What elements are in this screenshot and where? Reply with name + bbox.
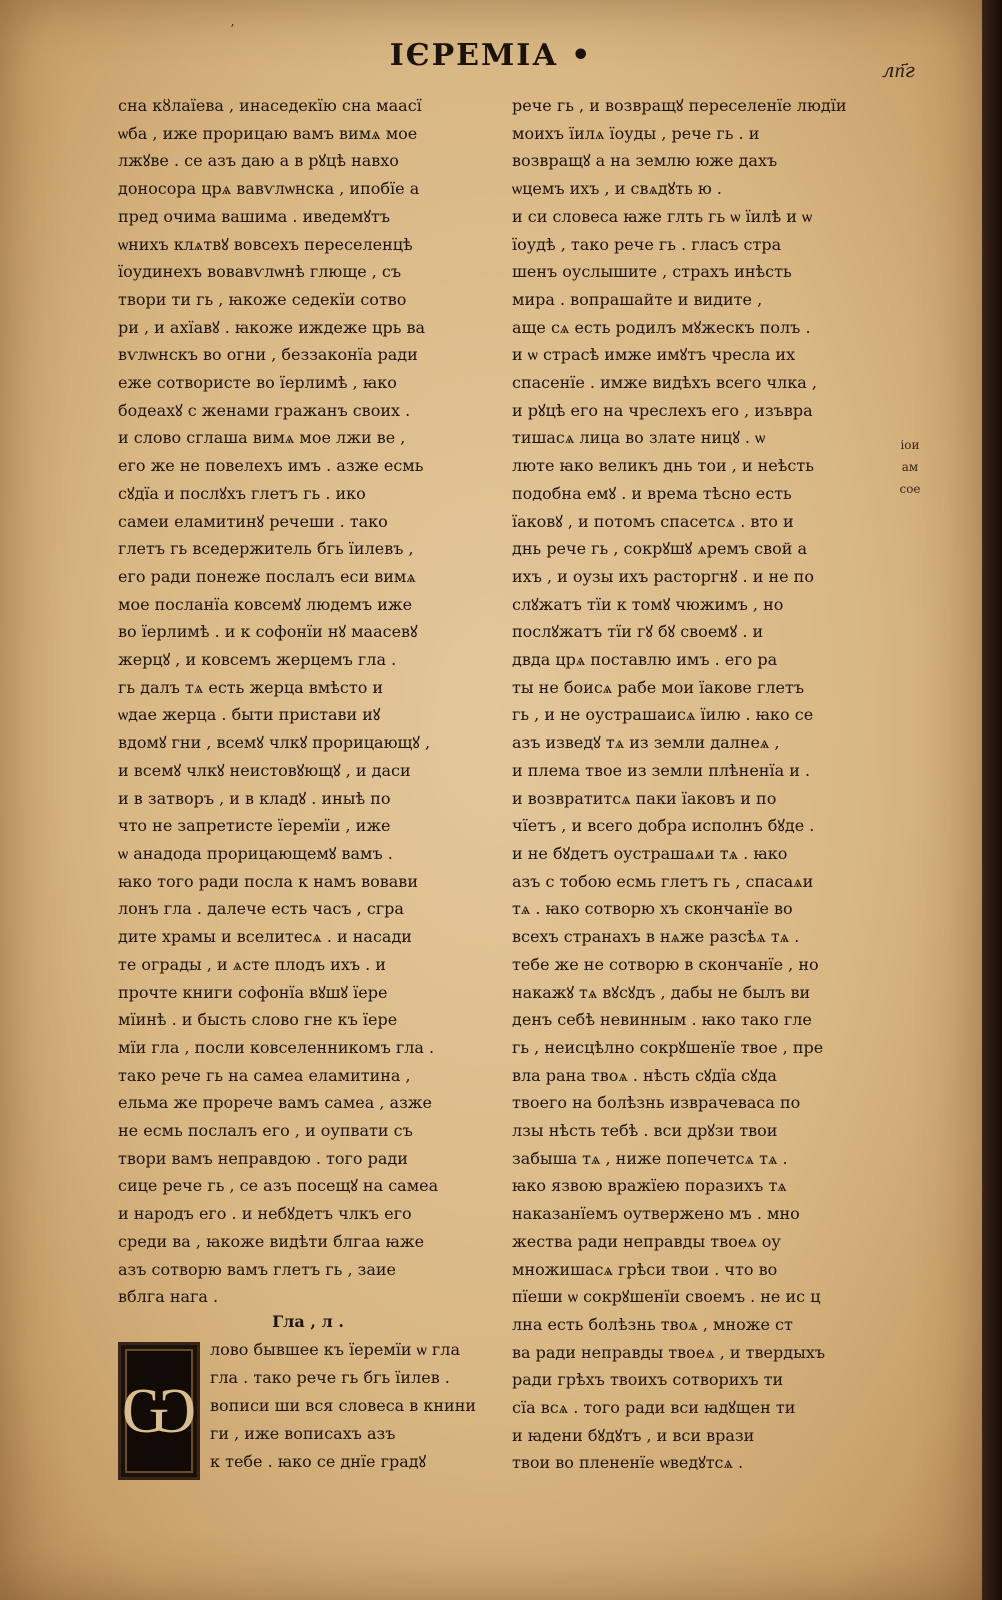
text-line: всехъ странахъ в нѧже разсѣѧ тѧ . [512, 927, 800, 947]
text-line: ги , иже вописахъ азъ [210, 1424, 396, 1443]
text-line: їоудѣ , тако рече гь . гласъ стра [512, 234, 782, 254]
text-line: слꙋжатъ тїи к томꙋ чюжимъ , но [512, 594, 784, 614]
text-line: тѧ . ꙗко сотворю хъ скончанїе во [512, 899, 793, 919]
text-line: люте ꙗко великъ днь тои , и неѣсть [512, 456, 814, 476]
text-line: їоудинехъ вовавѵлѡнѣ глюще , съ [118, 262, 402, 282]
text-line: сꙋдїа и послꙋхъ глетъ гь . ико [118, 483, 366, 503]
text-line: ельма же прорече вамъ самеа , азже [118, 1093, 432, 1113]
text-line: ѡ анадода прорицающемꙋ вамъ . [118, 843, 393, 863]
text-line: и плема твое из земли плѣненїа и . [512, 760, 811, 780]
text-line: азъ с тобою есмь глетъ гь , спасаѧи [512, 871, 814, 891]
text-line: жерцꙋ , и ковсемъ жерцемъ гла . [118, 650, 397, 670]
text-line: возвращꙋ а на землю юже дахъ [512, 151, 778, 171]
text-line: ри , и ахїавꙋ . ꙗкоже иждеже црь ва [118, 317, 426, 337]
text-line: ꙗко язвою вражїею поразихъ тѧ [512, 1176, 787, 1196]
text-line: жества ради неправды твоеѧ оу [512, 1231, 781, 1251]
text-line: не есмь послалъ его , и оупвати съ [118, 1121, 413, 1141]
text-line: и слово сглаша вимѧ мое лжи ве , [118, 428, 406, 448]
text-line: во їерлимѣ . и к софонїи нꙋ маасевꙋ [118, 622, 418, 642]
text-line: ва ради неправды твоеѧ , и твердыхъ [512, 1342, 826, 1362]
text-line: твори ти гь , ꙗкоже седекїи сотво [118, 289, 407, 309]
text-line: спасенїе . имже видѣхъ всего члка , [512, 373, 817, 393]
text-line: шенъ оуслышите , страхъ инѣсть [512, 262, 792, 282]
text-line: їаковꙋ , и потомъ спасетсѧ . вто и [512, 511, 794, 531]
text-line: накажꙋ тѧ вꙋсꙋдъ , дабы не былъ ви [512, 982, 811, 1002]
text-line: подобна емꙋ . и врема тѣсно есть [512, 483, 792, 503]
text-line: мое посланїа ковсемꙋ людемъ иже [118, 594, 413, 614]
text-line: и си словеса ꙗже глть гь ѡ їилѣ и ѡ [512, 206, 813, 226]
text-line: лово бывшее къ їеремїи ѡ гла [210, 1340, 460, 1359]
text-line: денъ себѣ невинным . ꙗко тако гле [512, 1010, 812, 1030]
text-line: тебе же не сотворю в скончанїе , но [512, 954, 819, 974]
text-line: и народъ его . и небꙋдетъ члкъ его [118, 1204, 412, 1224]
text-line: лна есть болѣзнь твоѧ , множе ст [512, 1314, 793, 1334]
text-line: бодеахꙋ с женами гражанъ своих . [118, 400, 411, 420]
chapter-lines [210, 1336, 476, 1480]
text-line: гла . тако рече гь бгь їилев . [210, 1368, 450, 1387]
text-line: среди ва , ꙗкоже видѣти блгаа ꙗже [118, 1231, 425, 1251]
text-line: послꙋжатъ тїи гꙋ бꙋ своемꙋ . и [512, 622, 764, 642]
text-line: ѡнихъ клѧтвꙋ вовсехъ переселенцѣ [118, 234, 413, 254]
margin-note-line: іои [900, 438, 920, 452]
text-line: мира . вопрашайте и видите , [512, 289, 763, 309]
left-column [118, 92, 498, 1311]
text-line: чїетъ , и всего добра исполнъ бꙋде . [512, 816, 815, 836]
text-line: к тебе . ꙗко се днїе градꙋ [210, 1452, 427, 1471]
text-line: твори вамъ неправдою . того ради [118, 1148, 408, 1168]
text-line: что не запретисте їеремїи , иже [118, 816, 391, 836]
text-line: самеи еламитинꙋ речеши . тако [118, 511, 388, 531]
text-line: сна кȣлаїева , инаседекїю сна маасї [118, 96, 422, 115]
text-line: забыша тѧ , ниже попечетсѧ тѧ . [512, 1148, 788, 1168]
text-line: рече гь , и возвращꙋ переселенїе людїи [512, 96, 847, 115]
margin-note [890, 434, 930, 500]
text-line: аще сѧ есть родилъ мꙋжескъ полъ . [512, 317, 811, 337]
text-line: азъ сотворю вамъ глетъ гь , заие [118, 1259, 397, 1279]
text-line: глетъ гь вседержитель бгь їилевъ , [118, 539, 414, 559]
text-line: прочте книги софонїа вꙋшꙋ їере [118, 982, 388, 1002]
text-line: тако рече гь на самеа еламитина , [118, 1065, 411, 1085]
text-line: мїи гла , посли ковселенникомъ гла . [118, 1037, 435, 1057]
text-line: те ограды , и ѧсте плодъ ихъ . и [118, 954, 386, 974]
text-line: лжꙋве . се азъ даю а в рꙋцѣ навхо [118, 151, 399, 171]
text-line: пред очима вашима . иведемꙋтъ [118, 206, 391, 226]
text-line: вблга нага . [118, 1287, 219, 1307]
page-edge [982, 0, 1002, 1600]
text-line: гь , неисцѣлно сокрꙋшенїе твое , пре [512, 1037, 824, 1057]
margin-note-line: ам [901, 460, 919, 474]
folio-number: лп҃г [882, 58, 915, 82]
right-column [512, 92, 884, 1477]
text-line: еже сотвористе во їерлимѣ , ꙗко [118, 373, 397, 393]
text-line: ѡба , иже прорицаю вамъ вимѧ мое [118, 123, 418, 143]
text-line: и не бꙋдетъ оустрашаѧи тѧ . ꙗко [512, 843, 788, 863]
text-line: и ꙗдени бꙋдꙋтъ , и вси врази [512, 1425, 755, 1445]
text-line: двда црѧ поставлю имъ . его ра [512, 650, 778, 670]
text-line: множишасѧ грѣси твои . что во [512, 1259, 778, 1279]
text-line: вописи ши вся словеса в книни [210, 1396, 477, 1415]
text-line: сїа всѧ . того ради вси ꙗдꙋщен ти [512, 1398, 796, 1418]
text-line: твоего на болѣзнь изврачеваса по [512, 1093, 801, 1113]
ornamental-initial: Ѡ [118, 1342, 200, 1480]
text-line: ради грѣхъ твоихъ сотворихъ ти [512, 1370, 784, 1390]
text-line: днь рече гь , сокрꙋшꙋ ѧремъ свой а [512, 539, 808, 559]
text-line: его ради понеже послалъ еси вимѧ [118, 566, 416, 586]
text-line: и возвратитсѧ паки їаковъ и по [512, 788, 777, 808]
text-line: ѡцемъ ихъ , и свѧдꙋть ю . [512, 179, 722, 199]
text-line: и всемꙋ члкꙋ неистовꙋющꙋ , и даси [118, 760, 411, 780]
text-line: мїинѣ . и бысть слово гне къ їере [118, 1010, 398, 1030]
text-line: вла рана твоѧ . нѣсть сꙋдїа сꙋда [512, 1065, 777, 1085]
text-line: и рꙋцѣ его на чреслехъ его , изъвра [512, 400, 813, 420]
text-line: и ѡ страсѣ имже имꙋтъ чресла их [512, 345, 796, 365]
text-line: вѵлѡнскъ во огни , беззаконїа ради [118, 345, 418, 365]
text-line: моихъ їилѧ їоуды , рече гь . и [512, 123, 760, 143]
text-line: доносора црѧ вавѵлѡнска , ипобїе а [118, 179, 420, 199]
text-line: ѡдае жерца . быти пристави иꙋ [118, 705, 381, 725]
text-line: его же не повелехъ имъ . азже есмь [118, 456, 424, 476]
margin-note-line: сое [899, 482, 921, 496]
text-line: наказанїемъ оутвержено мъ . мно [512, 1204, 800, 1224]
text-line: вдомꙋ гни , всемꙋ члкꙋ прорицающꙋ , [118, 733, 431, 753]
text-line: лзы нѣсть тебѣ . вси дрꙋзи твои [512, 1121, 778, 1141]
text-line: пїеши ѡ сокрꙋшенїи своемъ . не ис ц [512, 1287, 821, 1307]
text-line: и в затворъ , и в кладꙋ . иныѣ по [118, 788, 391, 808]
text-line: азъ изведꙋ тѧ из земли далнеѧ , [512, 733, 780, 753]
text-line: ты не боисѧ рабе мои їакове глетъ [512, 677, 804, 697]
running-title: ІЄРЕМІА • [389, 38, 593, 73]
chapter-heading: Гла , л . [272, 1312, 344, 1331]
text-line: сице рече гь , се азъ посещꙋ на самеа [118, 1176, 439, 1196]
text-line: тишасѧ лица во злате ницꙋ . ѡ [512, 428, 766, 448]
text-line: ихъ , и оузы ихъ расторгнꙋ . и не по [512, 566, 814, 586]
text-line: дите храмы и вселитесѧ . и насади [118, 927, 412, 947]
text-line: гь , и не оустрашаисѧ їилю . ꙗко се [512, 705, 814, 725]
ink-mark: ʼ [230, 22, 234, 36]
text-line: ꙗко того ради посла к намъ вовави [118, 871, 418, 891]
chapter-start [118, 1308, 498, 1480]
text-line: гь далъ тѧ есть жерца вмѣсто и [118, 677, 384, 697]
text-line: твои во плененїе ѡведꙋтсѧ . [512, 1453, 744, 1473]
text-line: лонъ гла . далече есть часъ , сгра [118, 899, 404, 919]
